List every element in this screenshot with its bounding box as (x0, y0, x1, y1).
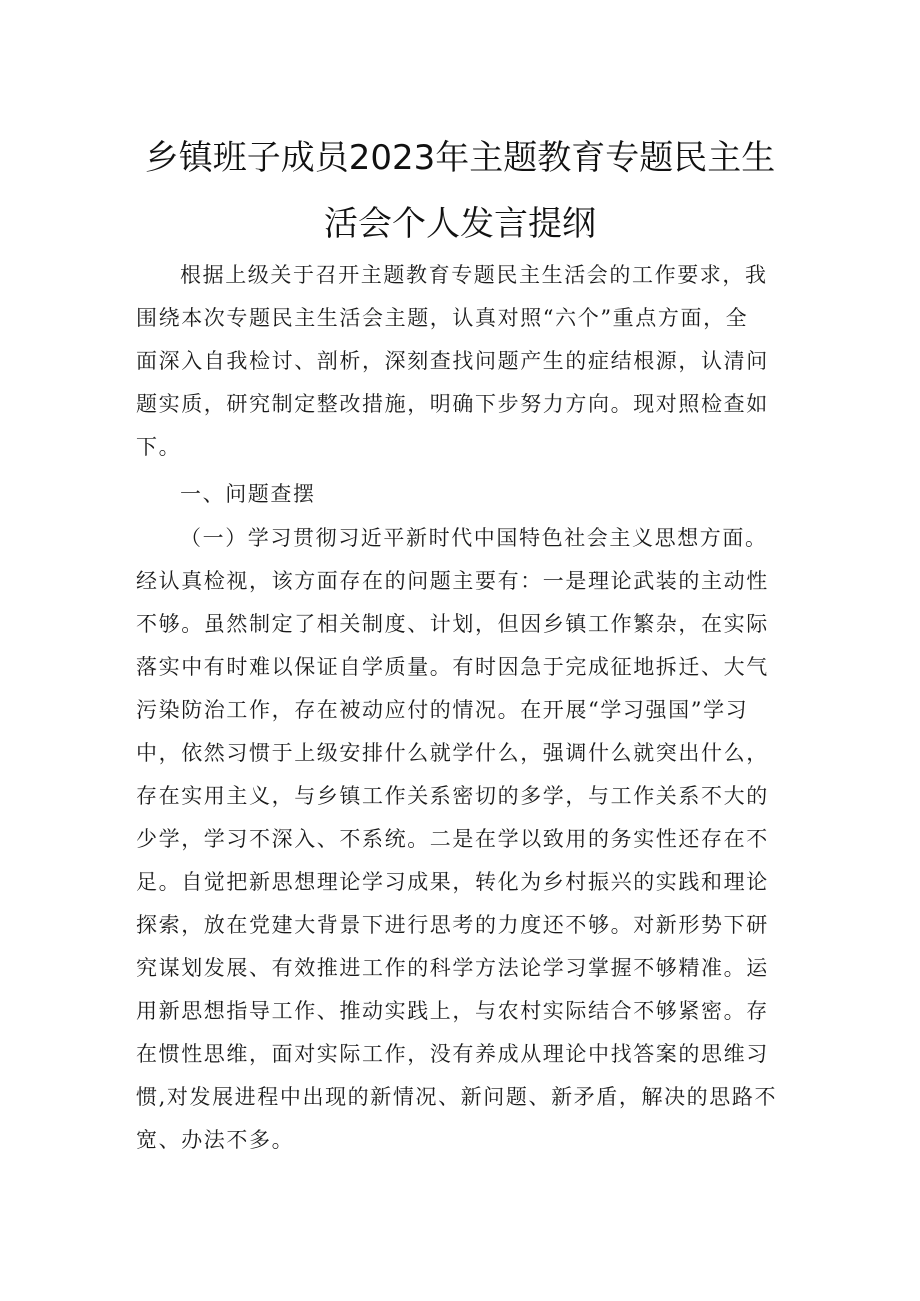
body-line-9: 足。自觉把新思想理论学习成果，转化为乡村振兴的实践和理论 (136, 870, 769, 894)
intro-line-3: 面深入自我检讨、剖析，深刻查找问题产生的症结根源，认清问 (136, 349, 769, 373)
document-title-line-2: 活会个人发言提纲 (324, 204, 596, 244)
body-line-7: 存在实用主义，与乡镇工作关系密切的多学，与工作关系不大的 (136, 784, 769, 808)
body-line-12: 用新思想指导工作、推动实践上，与农村实际结合不够紧密。存 (136, 999, 769, 1023)
body-line-2: 经认真检视，该方面存在的问题主要有：一是理论武装的主动性 (136, 569, 769, 593)
body-line-15: 宽、办法不多。 (136, 1128, 295, 1152)
body-line-3: 不够。虽然制定了相关制度、计划，但因乡镇工作繁杂，在实际 (136, 612, 769, 636)
body-line-11: 究谋划发展、有效推进工作的科学方法论学习掌握不够精准。运 (136, 956, 769, 980)
document-title-line-1: 乡镇班子成员2023年主题教育专题民主生 (144, 138, 776, 178)
intro-line-2: 围绕本次专题民主生活会主题，认真对照“六个”重点方面，全 (136, 306, 749, 330)
intro-line-1: 根据上级关于召开主题教育专题民主生活会的工作要求，我 (180, 263, 768, 287)
intro-line-4: 题实质，研究制定整改措施，明确下步努力方向。现对照检查如 (136, 392, 769, 416)
body-line-5: 污染防治工作，存在被动应付的情况。在开展“学习强国”学习 (136, 698, 749, 722)
body-line-13: 在惯性思维，面对实际工作，没有养成从理论中找答案的思维习 (136, 1042, 769, 1066)
body-line-14: 惯,对发展进程中出现的新情况、新问题、新矛盾，解决的思路不 (136, 1085, 778, 1109)
intro-line-5: 下。 (136, 435, 182, 459)
body-line-10: 探索，放在党建大背景下进行思考的力度还不够。对新形势下研 (136, 913, 769, 937)
body-line-4: 落实中有时难以保证自学质量。有时因急于完成征地拆迁、大气 (136, 655, 769, 679)
body-line-1: （一）学习贯彻习近平新时代中国特色社会主义思想方面。 (180, 526, 768, 550)
body-line-8: 少学，学习不深入、不系统。二是在学以致用的务实性还存在不 (136, 827, 769, 851)
section-heading: 一、问题查摆 (180, 482, 316, 506)
body-line-6: 中，依然习惯于上级安排什么就学什么，强调什么就突出什么， (136, 741, 769, 765)
